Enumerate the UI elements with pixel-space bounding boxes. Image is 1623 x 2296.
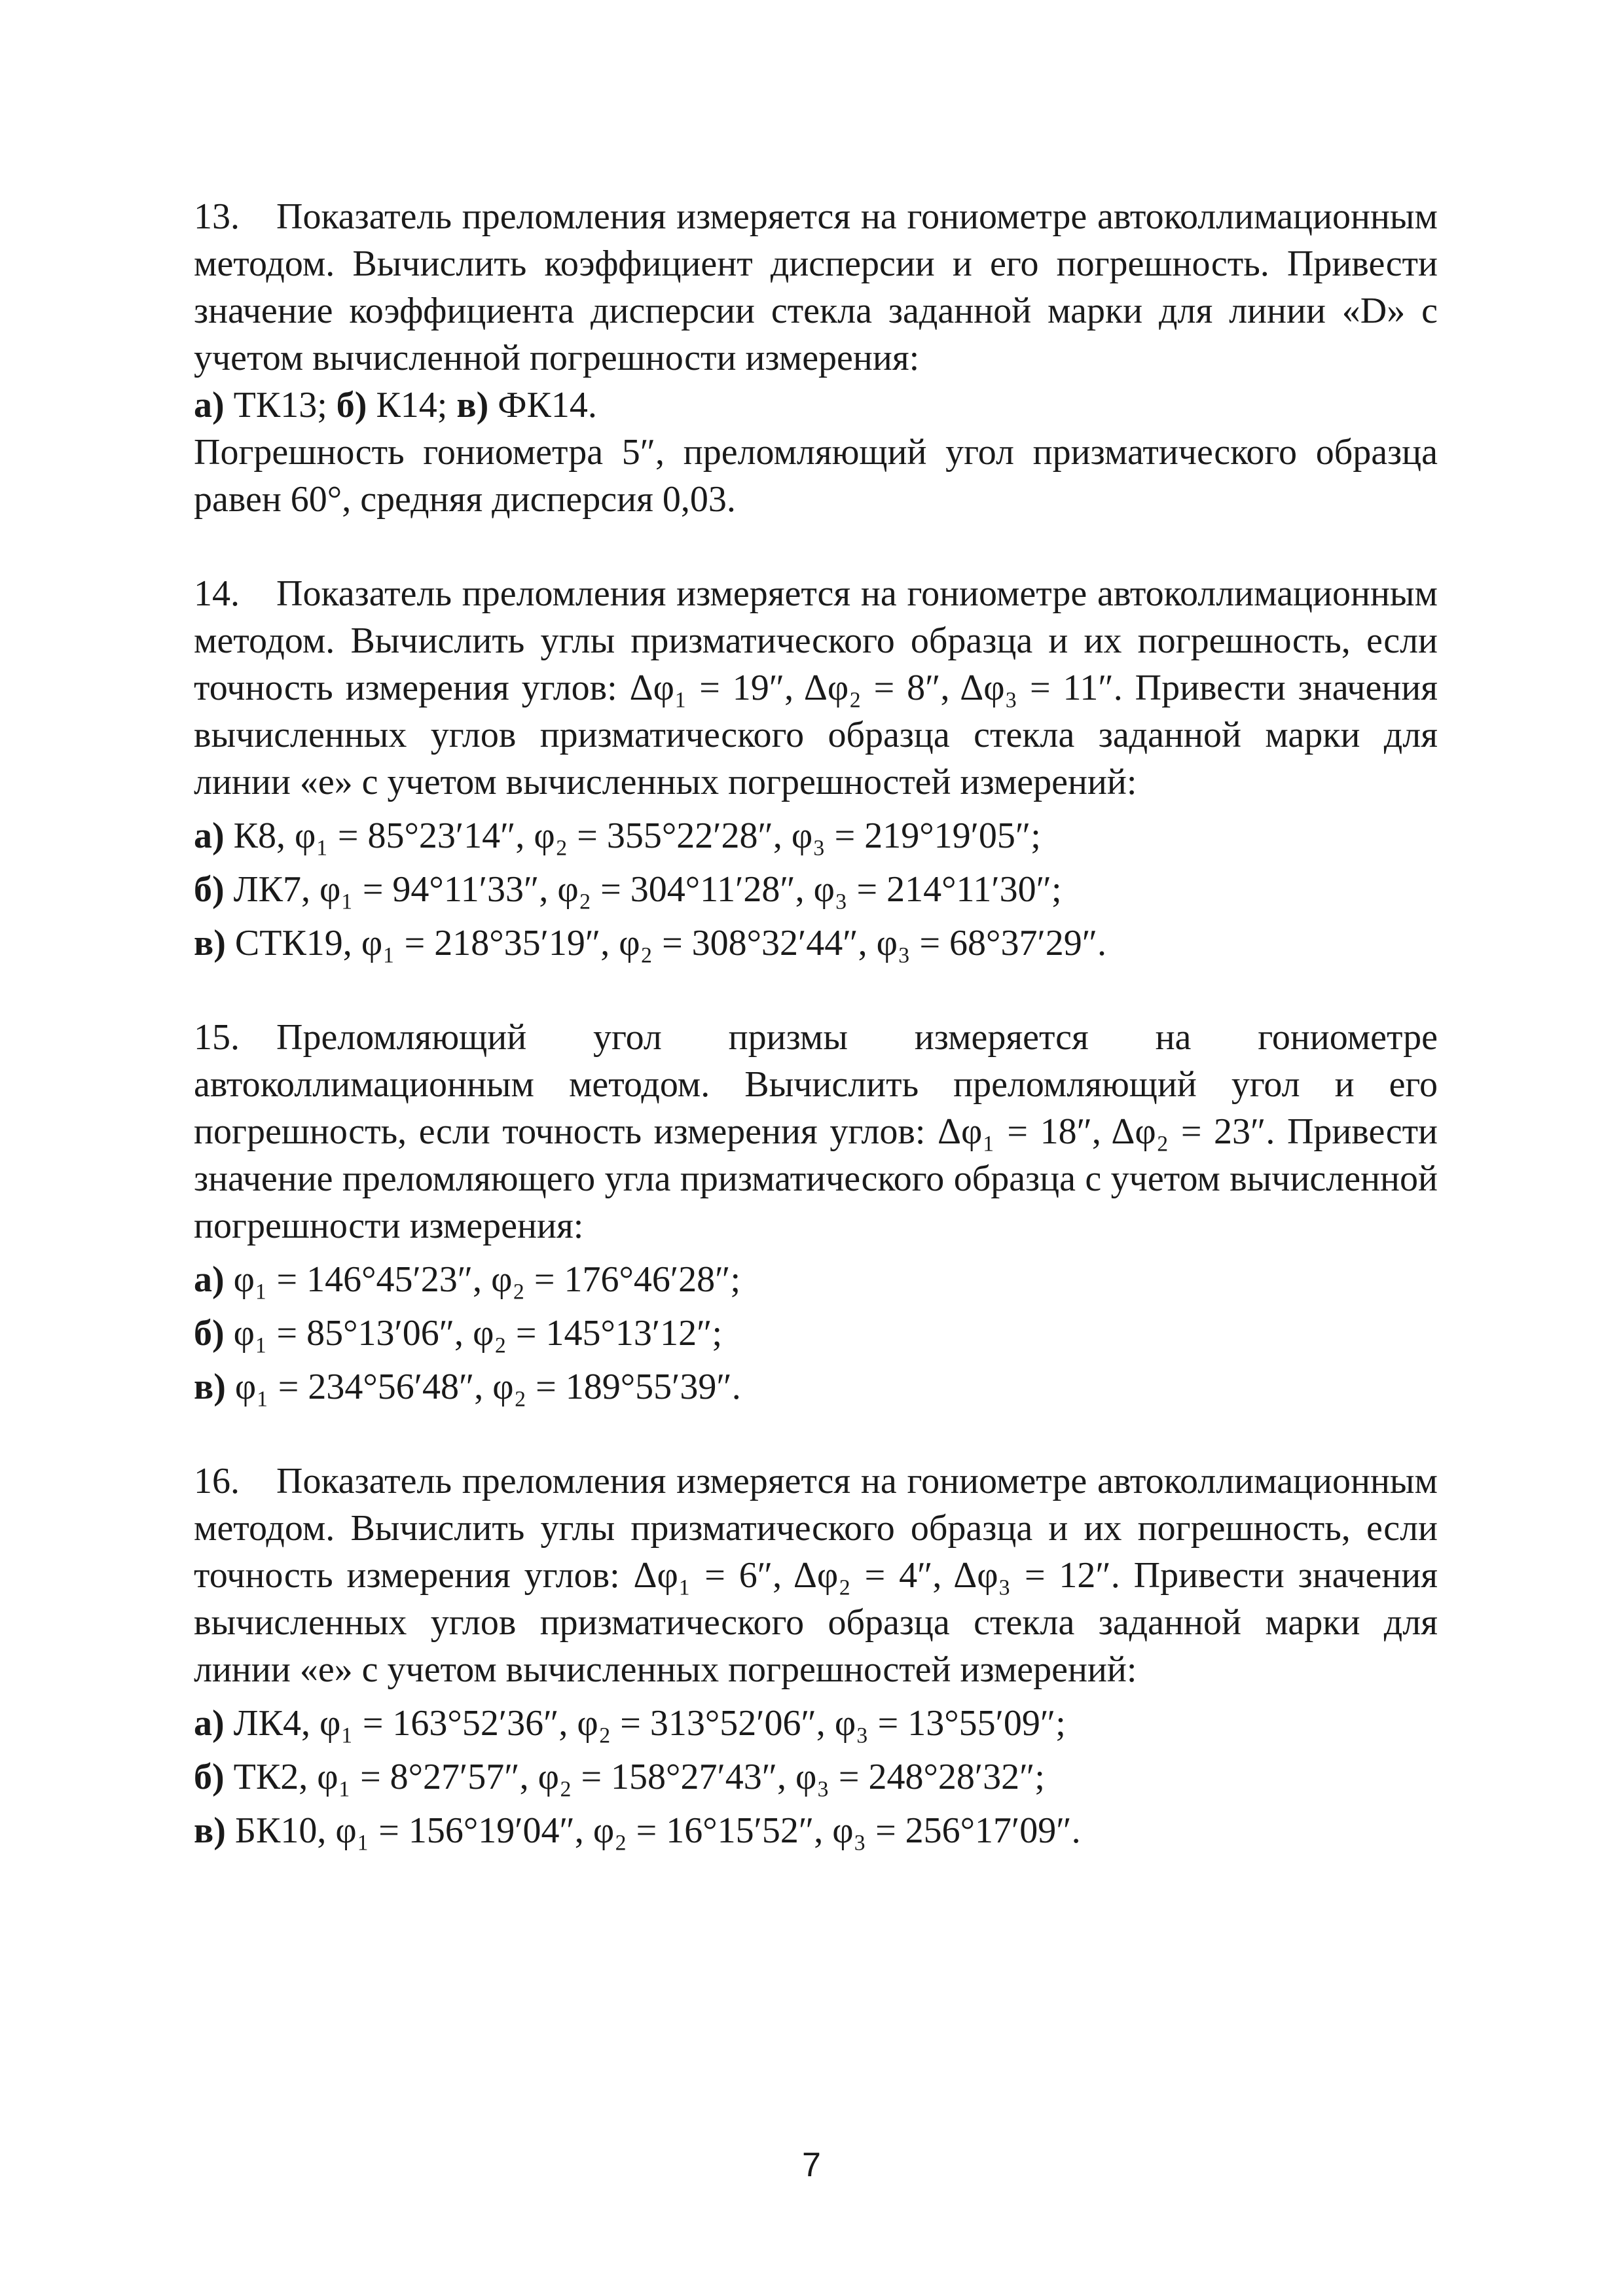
problem-15-variant-v [194,1363,1438,1410]
angle-phi3: φ₃ = 256°17′09″. [832,1810,1081,1851]
problem-16-variant-a [194,1700,1438,1747]
angle-phi1: φ₁ = 163°52′36″, [319,1703,568,1744]
accuracy-d1: Δφ₁ = 19″, [629,668,794,708]
variant-letter: а) [194,1259,225,1300]
accuracy-d3: Δφ₃ = 12″. [953,1555,1120,1596]
angle-phi1: φ₁ = 8°27′57″, [317,1757,529,1797]
angle-phi1: φ₁ = 94°11′33″, [319,869,549,910]
accuracy-d2: Δφ₂ = 8″, [803,668,950,708]
accuracy-d1: Δφ₁ = 18″, [937,1111,1101,1152]
variant-letter: в) [194,923,226,963]
angle-phi2: φ₂ = 189°55′39″. [492,1367,741,1407]
problem-14-statement: 14. Показатель преломления измеряется на гониометре автоколлимационным методом. Вычислить углы призматического образца и их погрешность, если точность измерения углов: [194,573,1438,708]
problem-13-note: Погрешность гониометра 5″, преломляющий угол призматического образца равен 60°, средняя дисперсия 0,03. [194,432,1438,520]
angle-phi2: φ₂ = 355°22′28″, [534,816,782,856]
problem-15-variant-b [194,1310,1438,1357]
accuracy-d1: Δφ₁ = 6″, [633,1555,782,1596]
angle-phi2: φ₂ = 308°32′44″, [619,923,867,963]
variant-letter: б) [194,869,225,910]
variant-value: К14; [376,385,448,425]
variant-letter: а) [194,816,225,856]
variant-letter: в) [456,385,489,425]
angle-phi2: φ₂ = 16°15′52″, [593,1810,824,1851]
angle-phi3: φ₃ = 219°19′05″; [791,816,1041,856]
problem-13-variants [194,382,1438,429]
problem-13-text: 13. Показатель преломления измеряется на гониометре автоколлимационным методом. Вычислить коэффициент дисперсии и его погрешность. Привести значение коэффициента дисперсии стекла заданной марки для линии «D» с учетом вычисленной погрешности измерения: [194,196,1438,378]
angle-phi1: φ₁ = 156°19′04″, [335,1810,584,1851]
problem-15 [194,1014,1438,1410]
glass-grade: ЛК4, [233,1703,310,1744]
problem-14-variant-a [194,812,1438,859]
glass-grade: ТК2, [233,1757,308,1797]
glass-grade: БК10, [234,1810,327,1851]
document-page [194,193,1438,1901]
glass-grade: ЛК7, [233,869,310,910]
variant-letter: в) [194,1810,226,1851]
angle-phi1: φ₁ = 146°45′23″, [233,1259,483,1300]
angle-phi3: φ₃ = 13°55′09″; [834,1703,1066,1744]
problem-13 [194,193,1438,523]
problem-16-text [194,1458,1438,1693]
problem-15-statement: 15. Преломляющий угол призмы измеряется на гониометре автоколлимационным методом. Вычислить преломляющий угол и его погрешность, если точность измерения углов: [194,1017,1438,1152]
variant-value: ТК13; [233,385,327,425]
variant-letter: б) [194,1757,225,1797]
angle-phi2: φ₂ = 313°52′06″, [577,1703,826,1744]
problem-15-statement-2: Привести значение преломляющего угла призматического образца с учетом вычисленной погрешности измерения: [194,1111,1438,1246]
angle-phi2: φ₂ = 176°46′28″; [491,1259,741,1300]
problem-14-text [194,570,1438,806]
angle-phi3: φ₃ = 214°11′30″; [813,869,1062,910]
angle-phi3: φ₃ = 68°37′29″. [876,923,1107,963]
accuracy-d2: Δφ₂ = 23″. [1111,1111,1275,1152]
variant-letter: а) [194,1703,225,1744]
angle-phi2: φ₂ = 145°13′12″; [473,1313,723,1354]
angle-phi3: φ₃ = 248°28′32″; [795,1757,1045,1797]
problem-16-statement-2: Привести значения вычисленных углов призматического образца стекла заданной марки для линии «e» с учетом вычисленных погрешностей измерений: [194,1555,1438,1690]
page-number: 7 [802,2146,821,2184]
problem-16-variant-b [194,1753,1438,1801]
variant-letter: в) [194,1367,226,1407]
glass-grade: К8, [233,816,286,856]
problem-15-variant-a [194,1256,1438,1303]
problem-14 [194,570,1438,967]
problem-16-statement: 16. Показатель преломления измеряется на гониометре автоколлимационным методом. Вычислить углы призматического образца и их погрешность, если точность измерения углов: [194,1461,1438,1596]
problem-14-statement-2: Привести значения вычисленных углов призматического образца стекла заданной марки для линии «e» с учетом вычисленных погрешностей измерений: [194,668,1438,802]
problem-15-text [194,1014,1438,1249]
variant-value: ФК14. [498,385,597,425]
angle-phi2: φ₂ = 304°11′28″, [557,869,805,910]
problem-16 [194,1458,1438,1854]
angle-phi1: φ₁ = 85°13′06″, [233,1313,464,1354]
accuracy-d2: Δφ₂ = 4″, [793,1555,942,1596]
angle-phi2: φ₂ = 158°27′43″, [538,1757,787,1797]
variant-letter: б) [194,1313,225,1354]
angle-phi1: φ₁ = 218°35′19″, [361,923,610,963]
problem-16-variant-v [194,1807,1438,1854]
variant-letter: б) [336,385,367,425]
accuracy-d3: Δφ₃ = 11″. [960,668,1123,708]
variant-letter: а) [194,385,225,425]
glass-grade: СТК19, [234,923,352,963]
problem-14-variant-b [194,866,1438,913]
problem-14-variant-v [194,920,1438,967]
angle-phi1: φ₁ = 234°56′48″, [234,1367,484,1407]
angle-phi1: φ₁ = 85°23′14″, [295,816,525,856]
